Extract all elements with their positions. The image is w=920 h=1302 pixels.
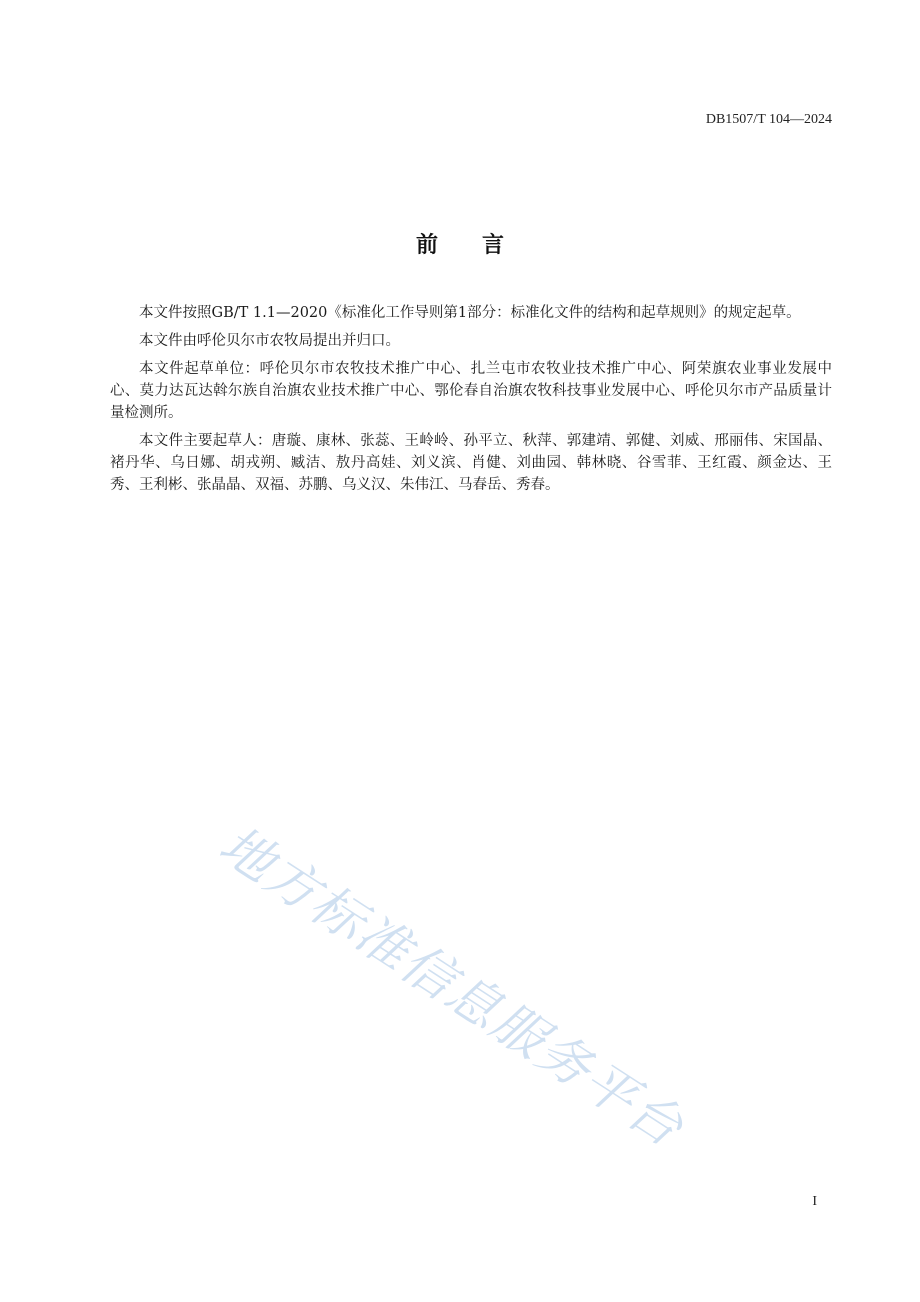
- paragraph-drafting-rules: 本文件按照GB/T 1.1—2020《标准化工作导则第1部分：标准化文件的结构和起草规则》的规定起草。: [139, 305, 801, 321]
- page-title: 前言: [415, 233, 548, 258]
- page-number: I: [812, 1194, 817, 1209]
- paragraph-drafters: 本文件主要起草人：唐璇、康林、张蕊、王岭岭、孙平立、秋萍、郭建靖、郭健、刘威、邢丽伟、宋国晶、褚丹华、乌日娜、胡戎朔、臧洁、敖丹高娃、刘义滨、肖健、刘曲园、韩林晓、谷雪菲、王红霞、颜金达、王秀、王利彬、张晶晶、双福、苏鹏、乌义汉、朱伟江、马春岳、秀春。: [110, 433, 832, 493]
- watermark: 地方标准信息服务平台: [208, 814, 695, 1160]
- paragraph-drafting-units: 本文件起草单位：呼伦贝尔市农牧技术推广中心、扎兰屯市农牧业技术推广中心、阿荣旗农业事业发展中心、莫力达瓦达斡尔族自治旗农业技术推广中心、鄂伦春自治旗农牧科技事业发展中心、呼伦贝尔市产品质量计量检测所。: [110, 361, 832, 421]
- foreword-body: [110, 302, 832, 502]
- standard-code: DB1507/T 104—2024: [705, 112, 832, 127]
- paragraph-proposer: 本文件由呼伦贝尔市农牧局提出并归口。: [139, 333, 400, 349]
